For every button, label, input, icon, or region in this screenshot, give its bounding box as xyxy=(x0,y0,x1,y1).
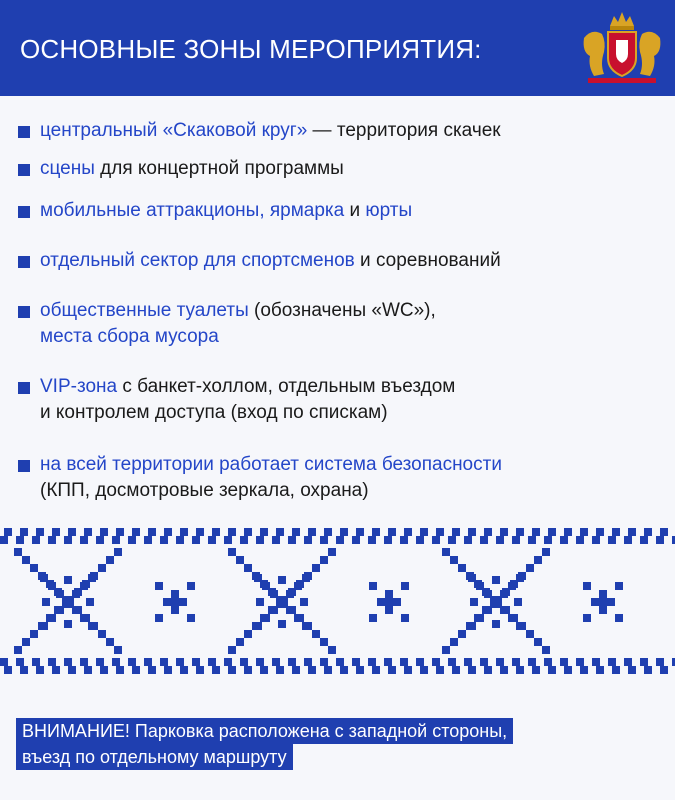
item-line xyxy=(40,324,219,350)
notice-line-2: въезд по отдельному маршруту xyxy=(16,744,293,770)
item-line xyxy=(40,198,412,224)
highlight-text: общественные туалеты xyxy=(40,300,249,321)
notice-line-1: ВНИМАНИЕ! Парковка расположена с западной стороны, xyxy=(16,718,513,744)
highlight-text: сцены xyxy=(40,158,95,179)
plain-text: и контролем доступа (вход по спискам) xyxy=(40,402,388,423)
highlight-text: на всей территории работает система безопасности xyxy=(40,454,502,475)
plain-text: — территория скачек xyxy=(307,120,501,141)
item-line xyxy=(40,248,501,274)
square-bullet-icon xyxy=(18,206,30,218)
item-line xyxy=(40,118,501,144)
square-bullet-icon xyxy=(18,460,30,472)
folk-ornament-border xyxy=(0,522,675,680)
highlight-text: центральный «Скаковой круг» xyxy=(40,120,308,141)
item-line xyxy=(40,298,436,324)
plain-text: с банкет-холлом, отдельным въездом xyxy=(117,376,456,397)
item-line xyxy=(40,452,502,478)
item-line xyxy=(40,156,344,182)
square-bullet-icon xyxy=(18,306,30,318)
square-bullet-icon xyxy=(18,256,30,268)
coat-of-arms-icon xyxy=(578,8,666,88)
plain-text: для концертной программы xyxy=(94,158,344,179)
highlight-text: отдельный сектор для спортсменов xyxy=(40,250,355,271)
highlight-text: юрты xyxy=(365,200,413,221)
item-line xyxy=(40,374,455,400)
plain-text: и соревнований xyxy=(354,250,501,271)
item-line xyxy=(40,400,388,426)
plain-text: (КПП, досмотровые зеркала, охрана) xyxy=(40,480,369,501)
highlight-text: VIP-зона xyxy=(40,376,118,397)
item-line xyxy=(40,478,369,504)
plain-text: (обозначены «WC»), xyxy=(248,300,436,321)
square-bullet-icon xyxy=(18,382,30,394)
highlight-text: места сбора мусора xyxy=(40,326,219,347)
header-banner xyxy=(0,0,675,96)
square-bullet-icon xyxy=(18,126,30,138)
page-title: ОСНОВНЫЕ ЗОНЫ МЕРОПРИЯТИЯ: xyxy=(20,34,482,64)
plain-text: и xyxy=(344,200,366,221)
highlight-text: мобильные аттракционы, ярмарка xyxy=(40,200,345,221)
square-bullet-icon xyxy=(18,164,30,176)
